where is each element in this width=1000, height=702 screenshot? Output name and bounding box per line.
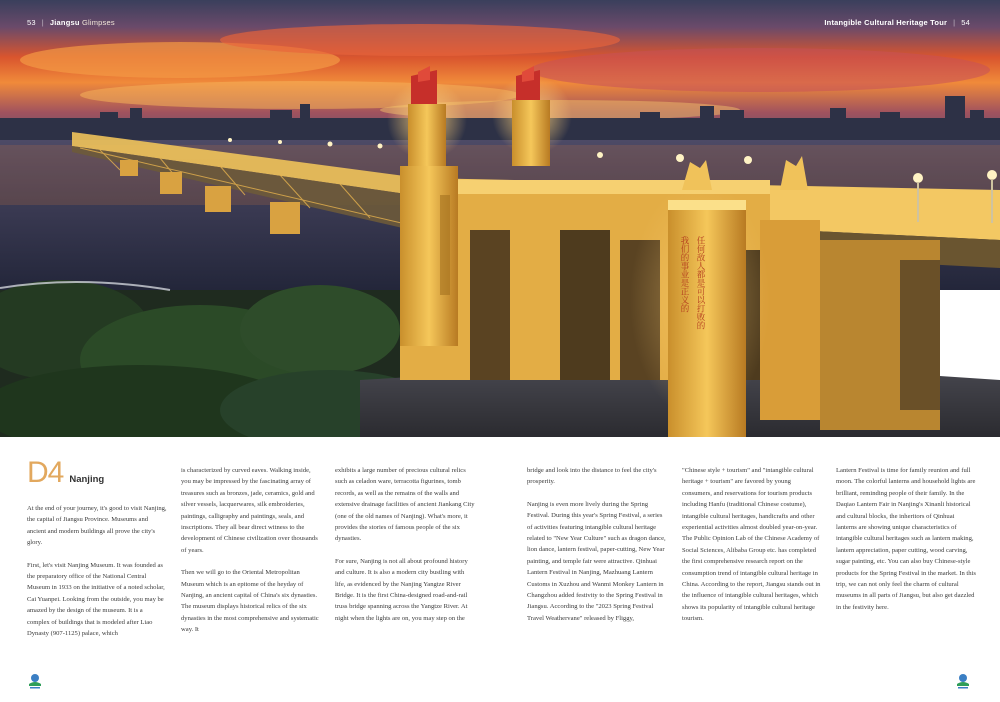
- text-column-1: [27, 503, 167, 650]
- day-heading: [27, 458, 104, 488]
- section-title: Intangible Cultural Heritage Tour: [824, 18, 948, 27]
- paragraph: bridge and look into the distance to feel the city's prosperity.: [527, 467, 657, 486]
- text-column-5: [682, 465, 822, 636]
- paragraph: Lantern Festival is time for family reunion and full moon. The colorful lanterns and household lights are brilliant, reminding people of their family. In the Daqiao Lantern Fair in Nanjing's Xinanli historical and cultural blocks, the inheritors of Qinhuai lanterns are showing unique characteristics of intangible cultural heritages such as lantern making, lantern appreciation, paper cutting, wood carving, sugar painting, etc. You can also buy Chinese-style products for the Spring Festival in the market. In this trip, we can not only feel the charm of cultural museums in all parts of Jiangsu, but also get dazzled in the festivity here.: [836, 467, 976, 611]
- paragraph: exhibits a large number of precious cultural relics such as celadon ware, terracotta figurines, tomb records, as well as the remains of the walls and extensive drainage facilities of ancient Jiankang City (one of the old names of Nanjing). What's more, it provides the stories of famous people of the six dynasties.: [335, 467, 475, 543]
- magazine-logo-icon: [955, 672, 971, 690]
- paragraph: Then we will go to the Oriental Metropolitan Museum which is an epitome of the heyday of Nanjing, an ancient capital of China's six dynasties. The museum displays historical relics of the six dynasties in the most comprehensive and systematic way. It: [181, 569, 319, 634]
- paragraph: Nanjing is even more lively during the Spring Festival. During this year's Spring Festival, a series of activities featuring intangible cultural heritage related to "New Year Culture" such as dragon dance, lion dance, lantern festival, paper-cutting, New Year painting, and temple fair were attractive. Qinhuai Lantern Festival in Nanjing, Mazhuang Lantern Customs in Xuzhou and Wanmi Monkey Lantern in Changzhou added festivity to the Spring Festival in Jiangsu. According to the "2023 Spring Festival Travel Weathervane" released by Fliggy,: [527, 500, 666, 622]
- text-column-3: [335, 465, 475, 635]
- text-column-4: [527, 465, 667, 635]
- paragraph: First, let's visit Nanjing Museum. It was founded as the preparatory office of the National Central Museum in 1933 on the initiative of a noted scholar, Cai Yuanpei. Looking from the outside, you may be amazed by the design of the museum. It is a complex of buildings that is modeled after Liao Dynasty (907-1125) palace, which: [27, 561, 165, 638]
- magazine-title-strong: Jiangsu: [49, 18, 80, 27]
- tower-inscription-right: 任何敌人都是可以打败的: [695, 236, 705, 330]
- running-head-left: 53 | Jiangsu Glimpses: [27, 18, 115, 27]
- day-code: D4: [27, 456, 64, 489]
- paragraph: At the end of your journey, it's good to visit Nanjing, the capital of Jiangsu Province. Museums and ancient and modern buildings all prove the city's glory.: [27, 505, 167, 547]
- magazine-title-light: Glimpses: [81, 18, 115, 27]
- city-name: Nanjing: [69, 474, 105, 485]
- page-number-right: 54: [961, 18, 970, 27]
- text-column-6: [836, 465, 976, 624]
- page-number-left: 53: [27, 18, 36, 27]
- running-head-right: Intangible Cultural Heritage Tour | 54: [824, 18, 970, 27]
- paragraph: "Chinese style + tourism" and "intangible cultural heritage + tourism" are favored by young consumers, and reservations for tourism products including Hanfu (traditional Chinese costume), intangible cultural heritages, handicrafts and other experiential activities almost doubled year-on-year. The Public Opinion Lab of the Chinese Academy of Social Sciences, Alibaba Group etc. has completed the first comprehensive research report on the consumption trend of intangible cultural heritage in China. According to the report, Jiangsu stands out in the influence of intangible cultural heritages, which shows its popularity of intangible cultural heritage tourism.: [682, 467, 821, 623]
- magazine-logo-icon: [27, 672, 43, 690]
- cloud: [530, 48, 990, 92]
- tower-inscription-left: 我们的事业是正义的: [679, 236, 689, 313]
- cloud: [220, 24, 620, 56]
- paragraph: is characterized by curved eaves. Walking inside, you may be impressed by the fascinating array of treasures such as bronzes, jade, ceramics, gold and silver vessels, lacquerwares, silk embroideries, paintings, calligraphy and paintings, seals, and inscriptions. They all bear direct witness to the development of Chinese civilization over thousands of years.: [181, 467, 318, 554]
- paragraph: For sure, Nanjing is not all about profound history and culture. It is also a modern city bustling with life, as evidenced by the Nanjing Yangtze River Bridge. It is the first China-designed road-and-rail truss bridge spanning across the Yangtze River. At night when the lights are on, you may step on the: [335, 557, 468, 622]
- text-column-2: [181, 465, 321, 647]
